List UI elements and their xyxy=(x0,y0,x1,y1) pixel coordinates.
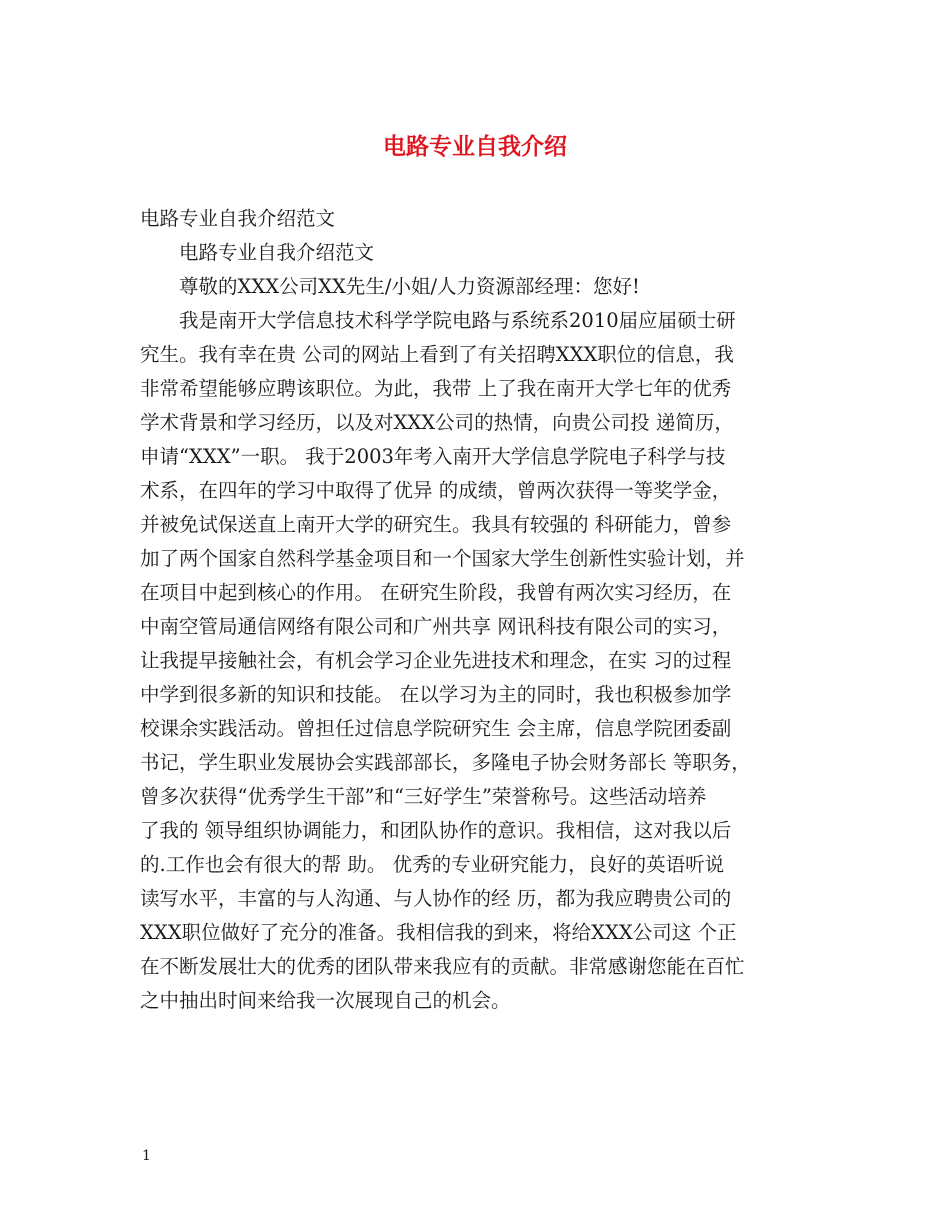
paragraph-line: XXX职位做好了充分的准备。我相信我的到来，将给XXX公司这 个正 xyxy=(140,921,737,944)
paragraph-line: 了我的 领导组织协调能力，和团队协作的意识。我相信，这对我以后 xyxy=(140,819,732,842)
paragraph-line: 校课余实践活动。曾担任过信息学院研究生 会主席，信息学院团委副 xyxy=(140,717,732,740)
paragraph-line: 读写水平，丰富的与人沟通、与人协作的经 历，都为我应聘贵公司的 xyxy=(140,887,732,910)
paragraph-line: 中学到很多新的知识和技能。 在以学习为主的同时，我也积极参加学 xyxy=(140,683,732,706)
section-heading: 电路专业自我介绍范文 xyxy=(140,207,336,230)
paragraph-line: 书记，学生职业发展协会实践部部长，多隆电子协会财务部长 等职务， xyxy=(140,751,751,774)
paragraph-line: 非常希望能够应聘该职位。为此，我带 上了我在南开大学七年的优秀 xyxy=(140,377,732,400)
paragraph-line: 究生。我有幸在贵 公司的网站上看到了有关招聘XXX职位的信息，我 xyxy=(140,343,734,366)
paragraph-line: 术系，在四年的学习中取得了优异 的成绩，曾两次获得一等奖学金， xyxy=(140,479,732,502)
paragraph-line: 的.工作也会有很大的帮 助。 优秀的专业研究能力，良好的英语听说 xyxy=(140,853,725,876)
paragraph-line: 在不断发展壮大的优秀的团队带来我应有的贡献。非常感谢您能在百忙 xyxy=(140,955,745,978)
page-number: 1 xyxy=(142,1148,151,1164)
paragraph-line: 在项目中起到核心的作用。 在研究生阶段，我曾有两次实习经历，在 xyxy=(140,581,732,604)
paragraph-line: 之中抽出时间来给我一次展现自己的机会。 xyxy=(140,989,511,1012)
paragraph-line: 我是南开大学信息技术科学学院电路与系统系2010届应届硕士研 xyxy=(179,309,736,332)
paragraph-line: 让我提早接触社会，有机会学习企业先进技术和理念，在实 习的过程 xyxy=(140,649,732,672)
paragraph-line: 曾多次获得“优秀学生干部”和“三好学生”荣誉称号。这些活动培养 xyxy=(140,785,707,808)
paragraph-line: 并被免试保送直上南开大学的研究生。我具有较强的 科研能力，曾参 xyxy=(140,513,732,536)
paragraph-line: 加了两个国家自然科学基金项目和一个国家大学生创新性实验计划，并 xyxy=(140,547,745,570)
paragraph-line: 申请“XXX”一职。 我于2003年考入南开大学信息学院电子科学与技 xyxy=(140,445,726,468)
salutation: 尊敬的XXX公司XX先生/小姐/人力资源部经理：您好! xyxy=(179,275,640,298)
paragraph-line: 中南空管局通信网络有限公司和广州共享 网讯科技有限公司的实习， xyxy=(140,615,732,638)
paragraph-line: 学术背景和学习经历，以及对XXX公司的热情，向贵公司投 递简历， xyxy=(140,411,734,434)
subheading: 电路专业自我介绍范文 xyxy=(179,241,375,264)
document-title: 电路专业自我介绍 xyxy=(383,133,567,160)
document-body xyxy=(140,202,820,1018)
